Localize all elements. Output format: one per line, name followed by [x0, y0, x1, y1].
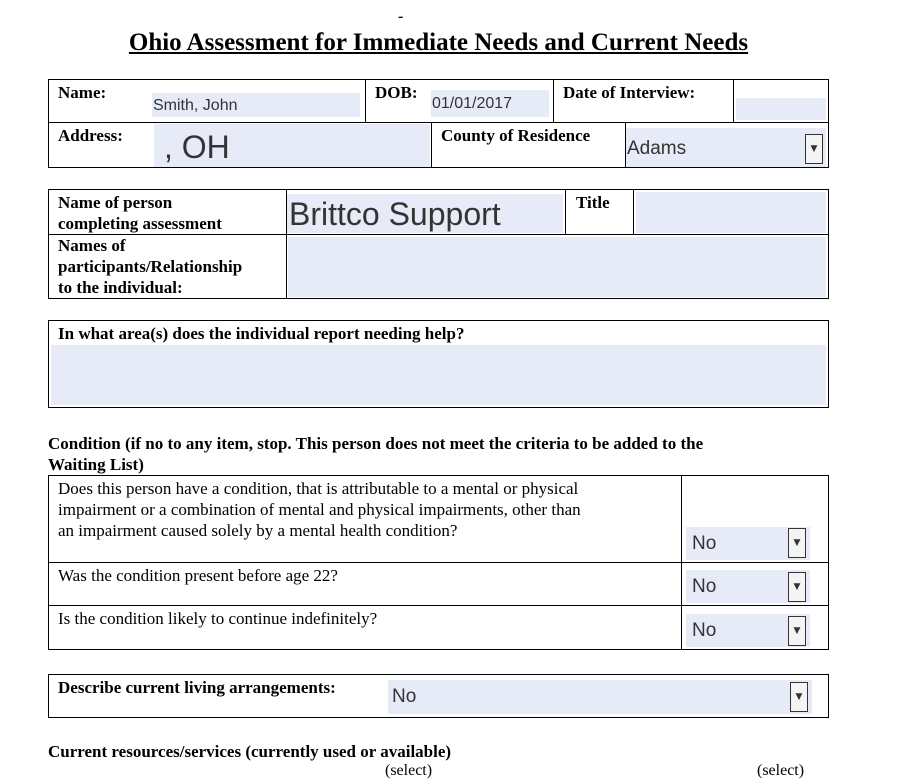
condition-q3-value: No — [692, 620, 717, 641]
interview-date-label: Date of Interview: — [563, 83, 696, 102]
name-label: Name: — [58, 83, 107, 102]
condition-heading: Condition (if no to any item, stop. This person does not meet the criteria to be added to the — [48, 434, 704, 453]
resources-heading: Current resources/services (currently used or available) — [48, 742, 452, 761]
name-field[interactable]: Smith, John — [152, 93, 360, 117]
participants-field[interactable] — [288, 237, 826, 297]
divider — [365, 79, 366, 122]
divider — [565, 189, 566, 234]
divider — [733, 79, 734, 122]
header-mark: - — [398, 8, 404, 25]
divider — [48, 122, 829, 123]
triangle-down-icon[interactable]: ▼ — [790, 682, 808, 712]
condition-q2: Was the condition present before age 22? — [58, 566, 338, 585]
divider — [48, 562, 829, 563]
condition-q1-line3: an impairment caused solely by a mental health condition? — [58, 521, 458, 540]
resources-select-1[interactable]: (select) — [385, 762, 433, 779]
triangle-down-icon[interactable]: ▼ — [805, 134, 823, 164]
county-label: County of Residence — [441, 126, 591, 145]
interview-date-field[interactable] — [736, 98, 826, 120]
page-title: Ohio Assessment for Immediate Needs and Current Needs — [128, 29, 749, 56]
living-arrangements-dropdown[interactable] — [388, 680, 812, 714]
divider — [633, 189, 634, 234]
help-area-question: In what area(s) does the individual report needing help? — [58, 324, 465, 343]
completing-label-2: completing assessment — [58, 214, 222, 233]
living-arrangements-label: Describe current living arrangements: — [58, 678, 336, 697]
condition-q2-value: No — [692, 576, 717, 597]
participants-label-3: to the individual: — [58, 278, 183, 297]
triangle-down-icon[interactable]: ▼ — [788, 616, 806, 646]
address-field[interactable]: , OH — [154, 124, 430, 167]
divider — [553, 79, 554, 122]
county-dropdown[interactable] — [626, 128, 826, 167]
divider — [48, 234, 829, 235]
condition-q1-line2: impairment or a combination of mental and physical impairments, other than — [58, 500, 581, 519]
triangle-down-icon[interactable]: ▼ — [788, 528, 806, 558]
resources-select-2[interactable]: (select) — [757, 762, 805, 779]
address-label: Address: — [58, 126, 123, 145]
living-arrangements-value: No — [392, 686, 417, 707]
divider — [681, 475, 682, 650]
condition-heading-2: Waiting List) — [48, 455, 144, 474]
completing-label-1: Name of person — [58, 193, 173, 212]
condition-q1-line1: Does this person have a condition, that is attributable to a mental or physical — [58, 479, 579, 498]
dob-label: DOB: — [375, 83, 418, 102]
triangle-down-icon[interactable]: ▼ — [788, 572, 806, 602]
divider — [431, 122, 432, 168]
condition-q3: Is the condition likely to continue indefinitely? — [58, 609, 378, 628]
participants-label-1: Names of — [58, 236, 126, 255]
title-field[interactable] — [636, 192, 826, 233]
condition-q1-value: No — [692, 533, 717, 554]
divider — [48, 605, 829, 606]
completing-person-field[interactable]: Brittco Support — [287, 194, 563, 233]
participants-label-2: participants/Relationship — [58, 257, 243, 276]
help-area-field[interactable] — [51, 345, 826, 405]
county-value: Adams — [627, 138, 687, 159]
title-label: Title — [576, 193, 610, 212]
dob-field[interactable]: 01/01/2017 — [431, 90, 549, 117]
